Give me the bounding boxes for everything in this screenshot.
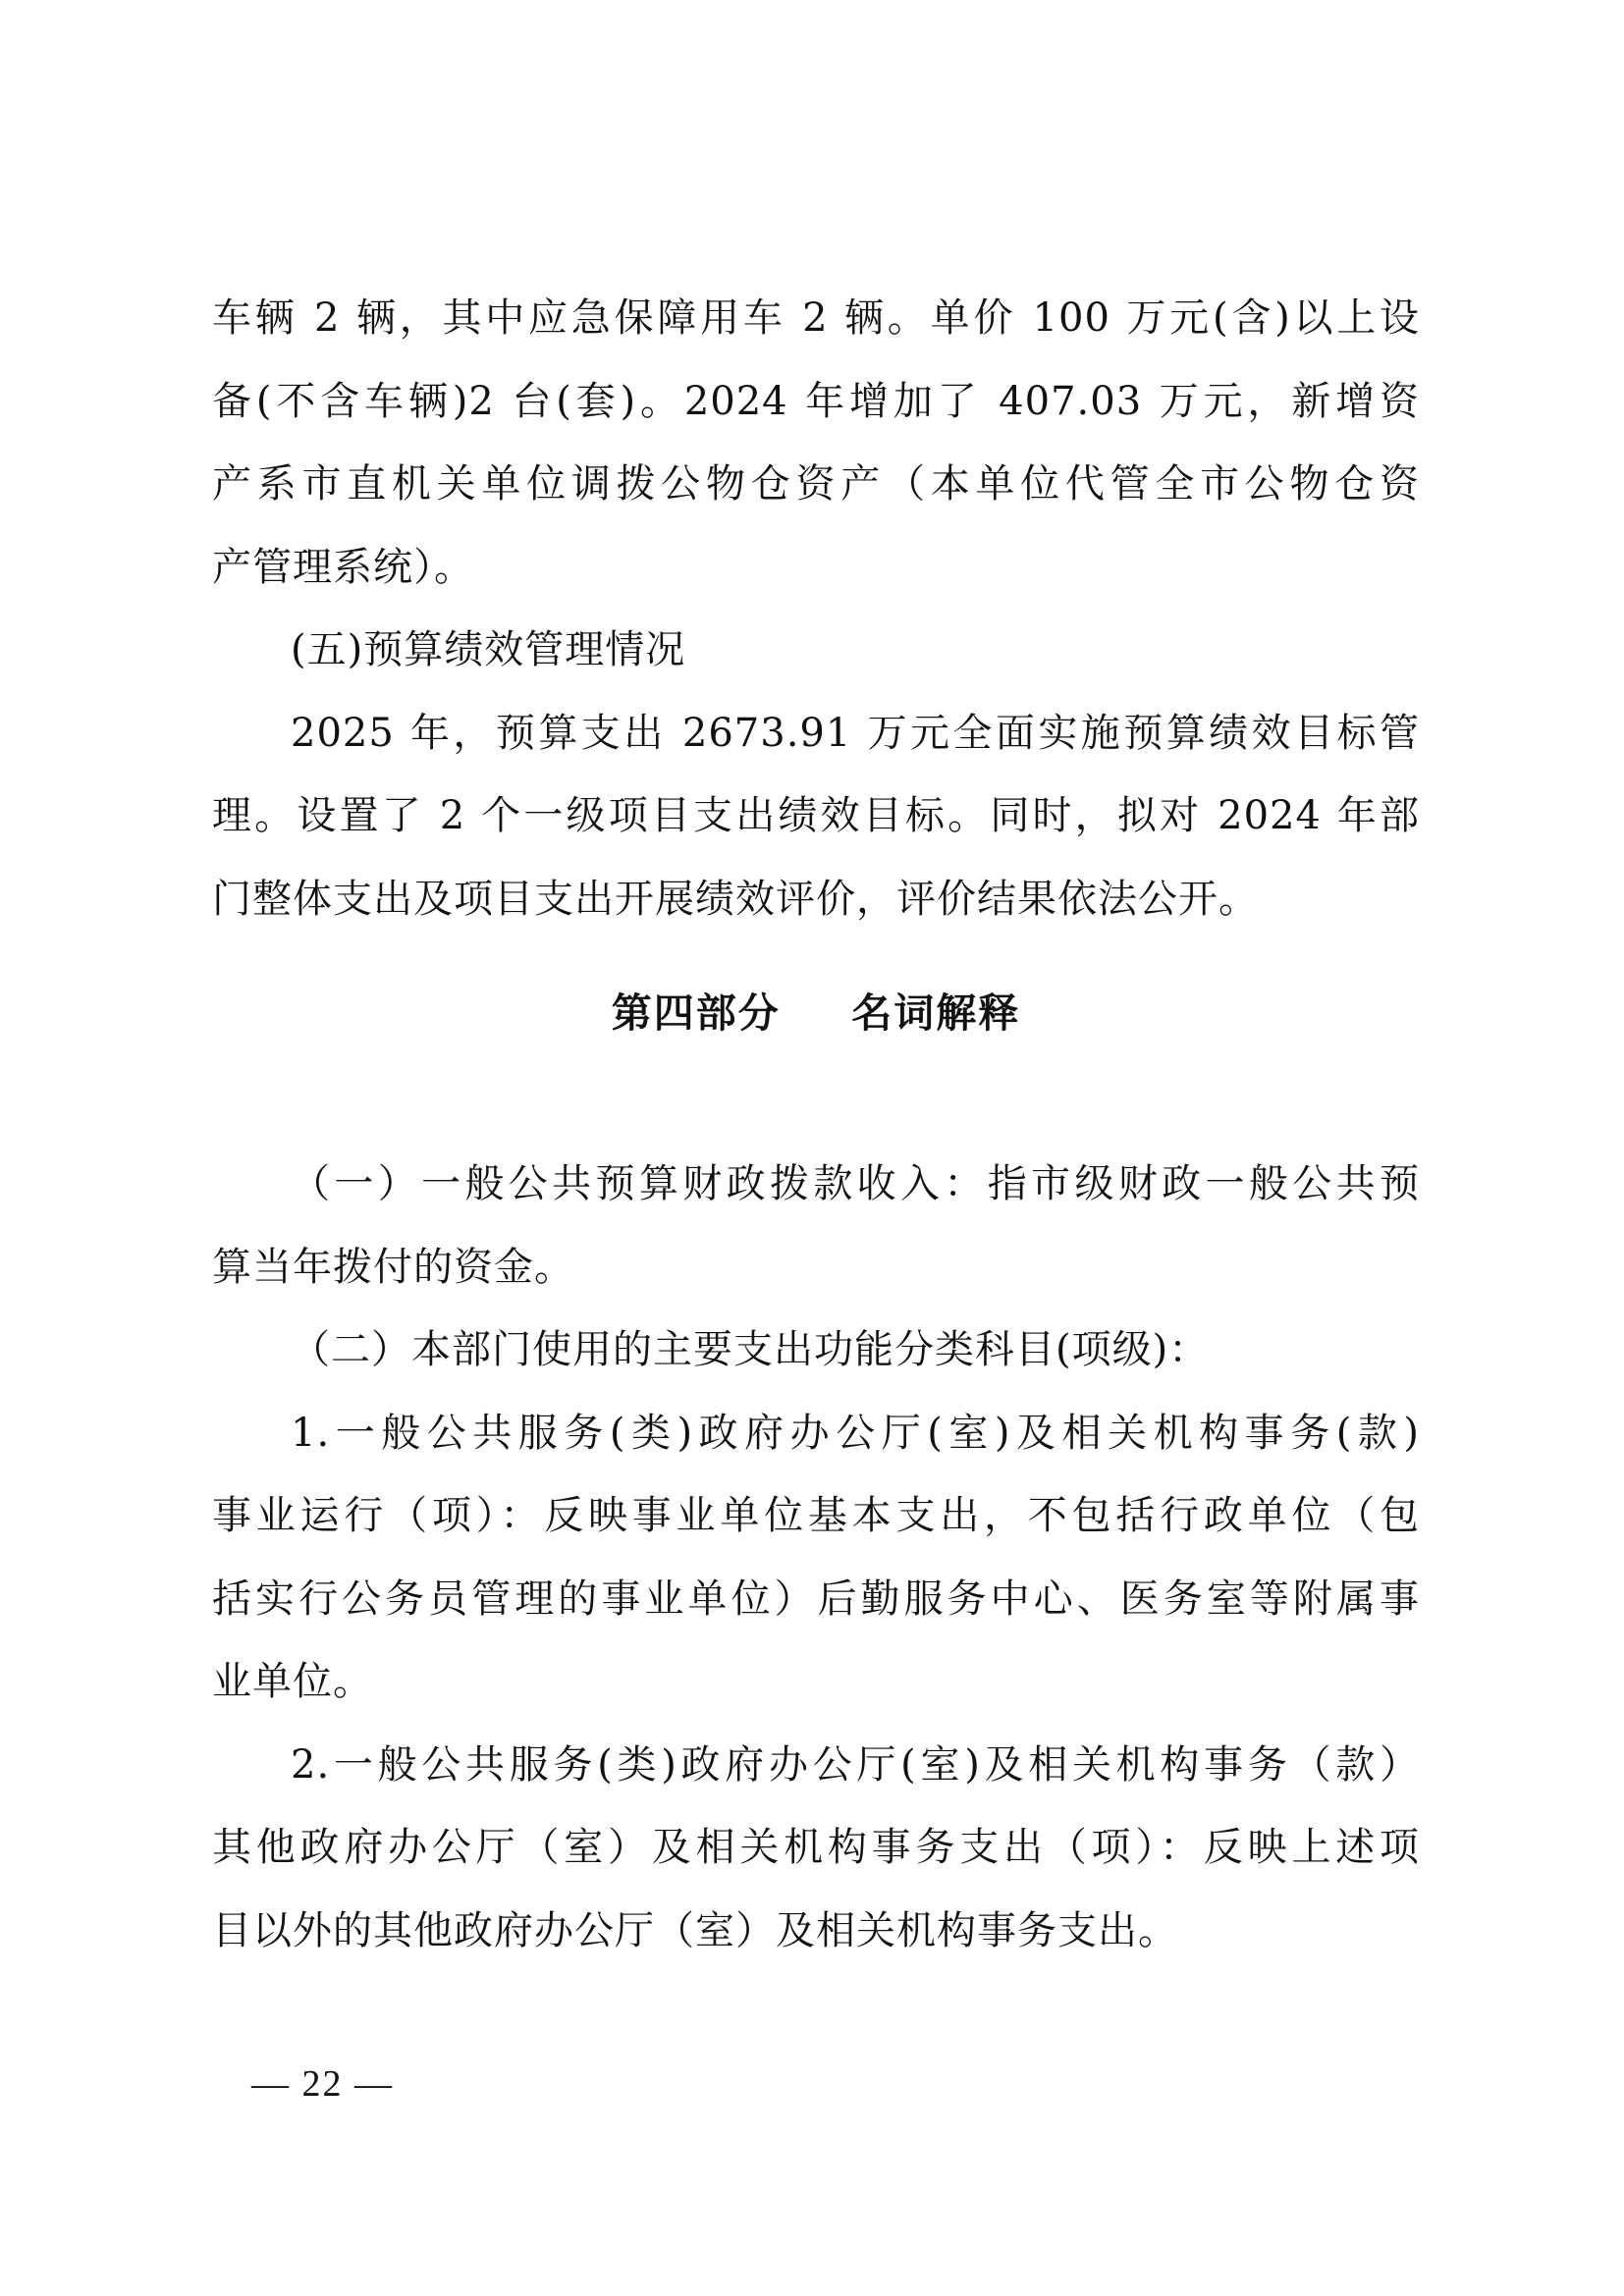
- text-line: 备(不含车辆)2 台(套)。2024 年增加了 407.03 万元，新增资: [212, 378, 1420, 424]
- section-heading: 第四部分 名词解释: [611, 989, 1021, 1037]
- text-line: 业单位。: [212, 1659, 373, 1704]
- text-line: 事业运行（项）：反映事业单位基本支出，不包括行政单位（包: [212, 1493, 1420, 1538]
- text-line: 算当年拨付的资金。: [212, 1244, 574, 1290]
- text-line: （二）本部门使用的主要支出功能分类科目(项级)：: [291, 1327, 1210, 1372]
- text-line: 产管理系统）。: [212, 544, 474, 590]
- text-line: 车辆 2 辆，其中应急保障用车 2 辆。单价 100 万元(含)以上设: [212, 295, 1420, 341]
- text-line: 其他政府办公厅（室）及相关机构事务支出（项）：反映上述项: [212, 1825, 1420, 1870]
- text-line: 门整体支出及项目支出开展绩效评价，评价结果依法公开。: [212, 876, 1259, 922]
- text-line: 括实行公务员管理的事业单位）后勤服务中心、医务室等附属事: [212, 1575, 1420, 1622]
- paragraph-block-glossary: [212, 1143, 1420, 1972]
- text-line: 2025 年，预算支出 2673.91 万元全面实施预算绩效目标管: [291, 710, 1420, 756]
- text-line: 产系市直机关单位调拨公物仓资产（本单位代管全市公物仓资: [212, 461, 1420, 507]
- text-line: （一）一般公共预算财政拨款收入：指市级财政一般公共预: [291, 1161, 1420, 1206]
- text-line: (五)预算绩效管理情况: [291, 627, 686, 672]
- page-number: — 22 —: [251, 2063, 394, 2105]
- text-line: 理。设置了 2 个一级项目支出绩效目标。同时，拟对 2024 年部: [212, 793, 1420, 838]
- text-line: 1.一般公共服务(类)政府办公厅(室)及相关机构事务(款): [291, 1410, 1420, 1456]
- text-line: 目以外的其他政府办公厅（室）及相关机构事务支出。: [212, 1907, 1178, 1953]
- paragraph-block-budget: [212, 277, 1420, 940]
- text-line: 2.一般公共服务(类)政府办公厅(室)及相关机构事务（款）: [291, 1741, 1420, 1788]
